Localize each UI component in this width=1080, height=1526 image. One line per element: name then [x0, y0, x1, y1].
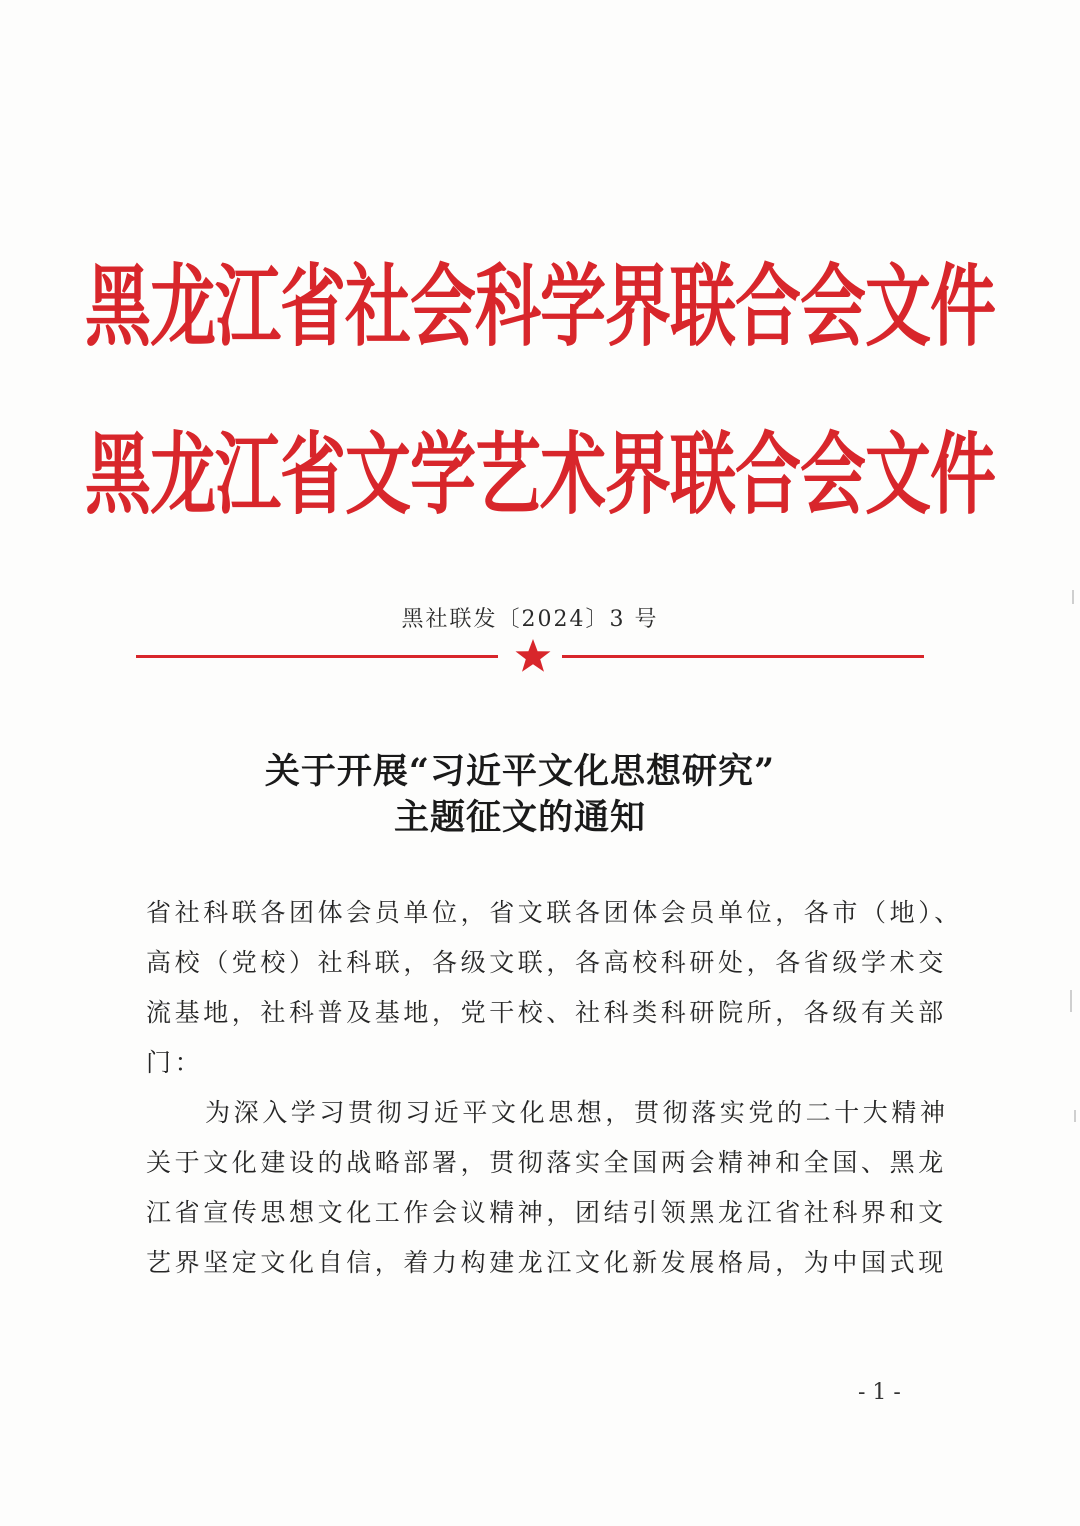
document-number: 黑社联发〔2024〕3 号: [401, 607, 659, 632]
masthead-line-2: 黑龙江省文学艺术界联合会文件: [85, 421, 995, 528]
scan-mark: [1074, 1110, 1076, 1122]
body-line: 流基地，社科普及基地，党干校、社科类科研院所，各级有关部: [146, 998, 947, 1027]
body-line: 高校（党校）社科联，各级文联，各高校科研处，各省级学术交: [146, 948, 947, 977]
notice-title-line-2: 主题征文的通知: [393, 797, 646, 838]
body-line: 省社科联各团体会员单位，省文联各团体会员单位，各市（地）、: [146, 898, 963, 927]
star-icon: [513, 636, 553, 676]
page-number: - 1 -: [858, 1380, 901, 1405]
scan-mark: [1070, 990, 1072, 1012]
body-line: 关于文化建设的战略部署，贯彻落实全国两会精神和全国、黑龙: [146, 1148, 947, 1177]
scan-mark: [1072, 590, 1074, 604]
notice-title-line-1: 关于开展“习近平文化思想研究”: [264, 751, 776, 792]
red-divider-right: [562, 655, 924, 658]
body-line: 为深入学习贯彻习近平文化思想，贯彻落实党的二十大精神: [205, 1098, 949, 1127]
masthead-line-1: 黑龙江省社会科学界联合会文件: [85, 253, 995, 360]
body-line: 江省宣传思想文化工作会议精神，团结引领黑龙江省社科界和文: [146, 1198, 947, 1227]
body-line: 门：: [146, 1048, 204, 1077]
body-line: 艺界坚定文化自信，着力构建龙江文化新发展格局，为中国式现: [146, 1248, 947, 1277]
red-divider-left: [136, 655, 498, 658]
